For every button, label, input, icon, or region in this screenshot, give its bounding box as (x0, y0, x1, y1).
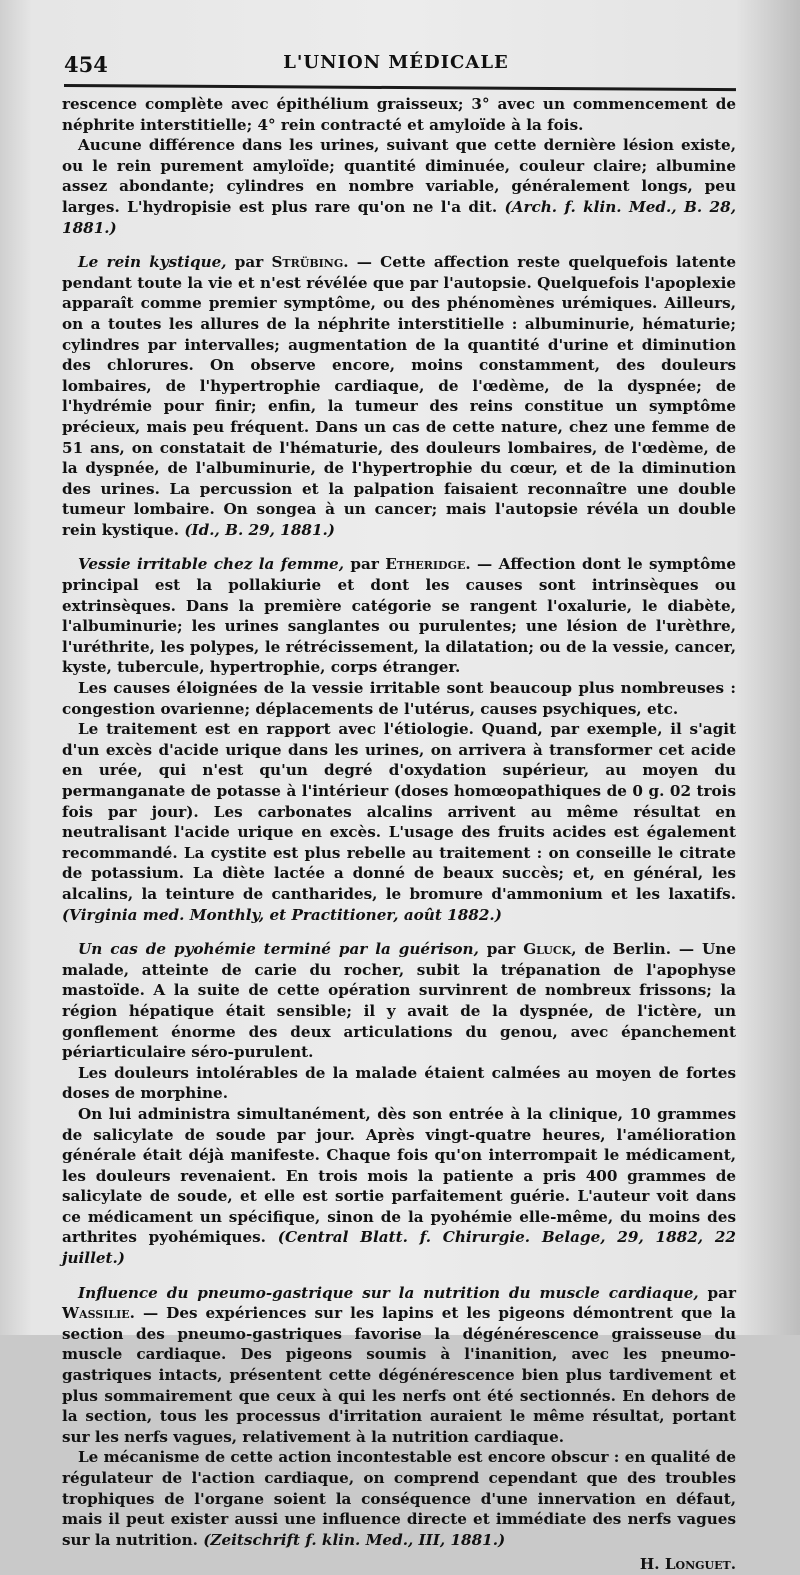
paragraph (62, 554, 736, 678)
section-title: Influence du pneumo-gastrique sur la nutrition du muscle cardiaque, (78, 1283, 699, 1302)
section-rein-continuation (62, 94, 736, 238)
paragraph-text: de Berlin. — Une malade, atteinte de carie du rocher, subit la trépanation de l'apophyse mastoïde. A la suite de cette opération survinrent de nombreux frissons; la région hépatique était sensible; il y avait de la dyspnée, de l'ictère, un gonflement énorme des deux articulations du genou, avec épanchement périarticulaire séro-purulent. (62, 940, 736, 1062)
paragraph-text: — Affection dont le symptôme principal est la pollakiurie et dont les causes sont intrinsèques ou extrinsèques. Dans la première catégorie se rangent l'oxalurie, le diabète, l'albuminurie; les urines sanglantes ou purulentes; une lésion de l'urèthre, l'uréthrite, les polypes, le rétrécissement, la dilatation; ou de la vessie, cancer, kyste, tubercule, hypertrophie, corps étranger. (62, 555, 736, 677)
page-number: 454 (64, 52, 108, 77)
author-name: Gluck, (523, 940, 577, 959)
header-rule (64, 84, 736, 91)
paragraph (62, 1447, 736, 1550)
section-title: Le rein kystique, (78, 253, 227, 272)
author-name: Etheridge. (385, 555, 471, 574)
paragraph (62, 135, 736, 238)
author-signature: H. Longuet. (639, 1555, 736, 1574)
paragraph (62, 1104, 736, 1269)
paragraph-text: — Cette affection reste quelquefois latente pendant toute la vie et n'est révélée que par l'autopsie. Quelquefois l'apoplexie apparaît comme premier symptôme, ou des phénomènes urémiques. Ailleurs, on a toutes les allures de la néphrite interstitielle : albuminurie, hématurie; cylindres par intervalles; augmentation de la quantité d'urine et diminution des chlorures. On observe encore, moins constamment, des douleurs lombaires, de l'hypertrophie cardiaque, de l'œdème, de la dyspnée; de l'hydrémie pour finir; enfin, la tumeur des reins constitue un symptôme précieux, mais peu fréquent. Dans un cas de cette nature, chez une femme de 51 ans, on constatait de l'hématurie, des douleurs lombaires, de l'œdème, de la dyspnée, de l'albuminurie, de l'hypertrophie du cœur, et de la diminution des urines. La percussion et la palpation faisaient reconnaître une double tumeur lombaire. On songea à un cancer; mais l'autopsie révéla un double rein kystique. (62, 253, 736, 539)
citation: (Zeitschrift f. klin. Med., III, 1881.) (203, 1530, 506, 1549)
section-pyohemie (62, 939, 736, 1269)
section-rein-kystique (62, 252, 736, 540)
paragraph: Les douleurs intolérables de la malade étaient calmées au moyen de fortes doses de morphine. (62, 1063, 736, 1103)
paragraph-text: Le traitement est en rapport avec l'étiologie. Quand, par exemple, il s'agit d'un excès d'acide urique dans les urines, on arrivera à transformer cet acide en urée, qui n'est qu'un degré d'oxydation supérieur, au moyen du permanganate de potasse à l'intérieur (doses homœopathiques de 0 g. 02 trois fois par jour). Les carbonates alcalins arrivent au même résultat en neutralisant l'acide urique en excès. L'usage des fruits acides est également recommandé. La cystite est plus rebelle au traitement : on conseille le citrate de potassium. La diète lactée a donné de beaux succès; et, en général, les alcalins, la teinture de cantharides, le bromure d'ammonium et les laxatifs. (62, 720, 736, 903)
author-name: Strübing. (271, 253, 349, 272)
running-title: L'UNION MÉDICALE (283, 52, 509, 73)
paragraph (62, 939, 736, 1063)
by-word: par (698, 1283, 736, 1302)
paragraph-text: — Des expériences sur les lapins et les pigeons démontrent que la section des pneumo-gastriques favorise la dégénérescence graisseuse du muscle cardiaque. Des pigeons soumis à l'inanition, avec les pneumo-gastriques intacts, présentent cette dégénérescence bien plus tardivement et plus sommairement que ceux à qui les nerfs ont été sectionnés. En dehors de la section, tous les processus d'irritation auraient le même résultat, portant sur les nerfs vagues, relativement à la nutrition cardiaque. (62, 1304, 736, 1446)
section-pneumo-gastrique (62, 1283, 736, 1575)
by-word: par (478, 940, 524, 959)
article-body (62, 94, 736, 1575)
paragraph (62, 1283, 736, 1448)
paragraph (62, 719, 736, 925)
paragraph: Les causes éloignées de la vessie irritable sont beaucoup plus nombreuses : congestion ovarienne; déplacements de l'utérus, causes psychiques, etc. (62, 679, 736, 718)
page-header (64, 46, 728, 80)
citation: (Virginia med. Monthly, et Practitioner, août 1882.) (62, 905, 502, 924)
by-word: par (226, 253, 272, 272)
paragraph (62, 252, 736, 540)
paragraph: rescence complète avec épithélium graisseux; 3° avec un commencement de néphrite interstitielle; 4° rein contracté et amyloïde à la fois. (62, 95, 736, 134)
by-word: par (344, 555, 386, 574)
citation: (Id., B. 29, 1881.) (184, 520, 335, 539)
citation: (Arch. f. klin. Med., B. 28, 1881.) (62, 197, 736, 237)
paragraph-text: On lui administra simultanément, dès son entrée à la clinique, 10 grammes de salicylate de soude par jour. Après vingt-quatre heures, l'amélioration générale était déjà manifeste. Chaque fois qu'on interrompait le médicament, les douleurs revenaient. En trois mois la patiente a pris 400 grammes de salicylate de soude, et elle est sortie parfaitement guérie. L'auteur voit dans ce médicament un spécifique, sinon de la pyohémie elle-même, du moins des arthrites pyohémiques. (62, 1104, 736, 1247)
paragraph-text: Aucune différence dans les urines, suivant que cette dernière lésion existe, ou le rein purement amyloïde; quantité diminuée, couleur claire; albumine assez abondante; cylindres en nombre variable, généralement longs, peu larges. L'hydropisie est plus rare qu'on ne l'a dit. (62, 136, 736, 216)
section-title: Vessie irritable chez la femme, (78, 555, 344, 574)
section-title: Un cas de pyohémie terminé par la guérison, (78, 940, 479, 959)
paragraph-text: Le mécanisme de cette action incontestable est encore obscur : en qualité de régulateur de l'action cardiaque, on comprend cependant que des troubles trophiques de l'organe soient la conséquence d'une innervation en défaut, mais il peut exister aussi une influence directe et immédiate des nerfs vagues sur la nutrition. (62, 1448, 736, 1549)
citation: (Central Blatt. f. Chirurgie. Belage, 29, 1882, 22 juillet.) (62, 1228, 736, 1268)
author-name: Wassilie. (62, 1304, 135, 1323)
section-vessie-irritable (62, 554, 736, 925)
